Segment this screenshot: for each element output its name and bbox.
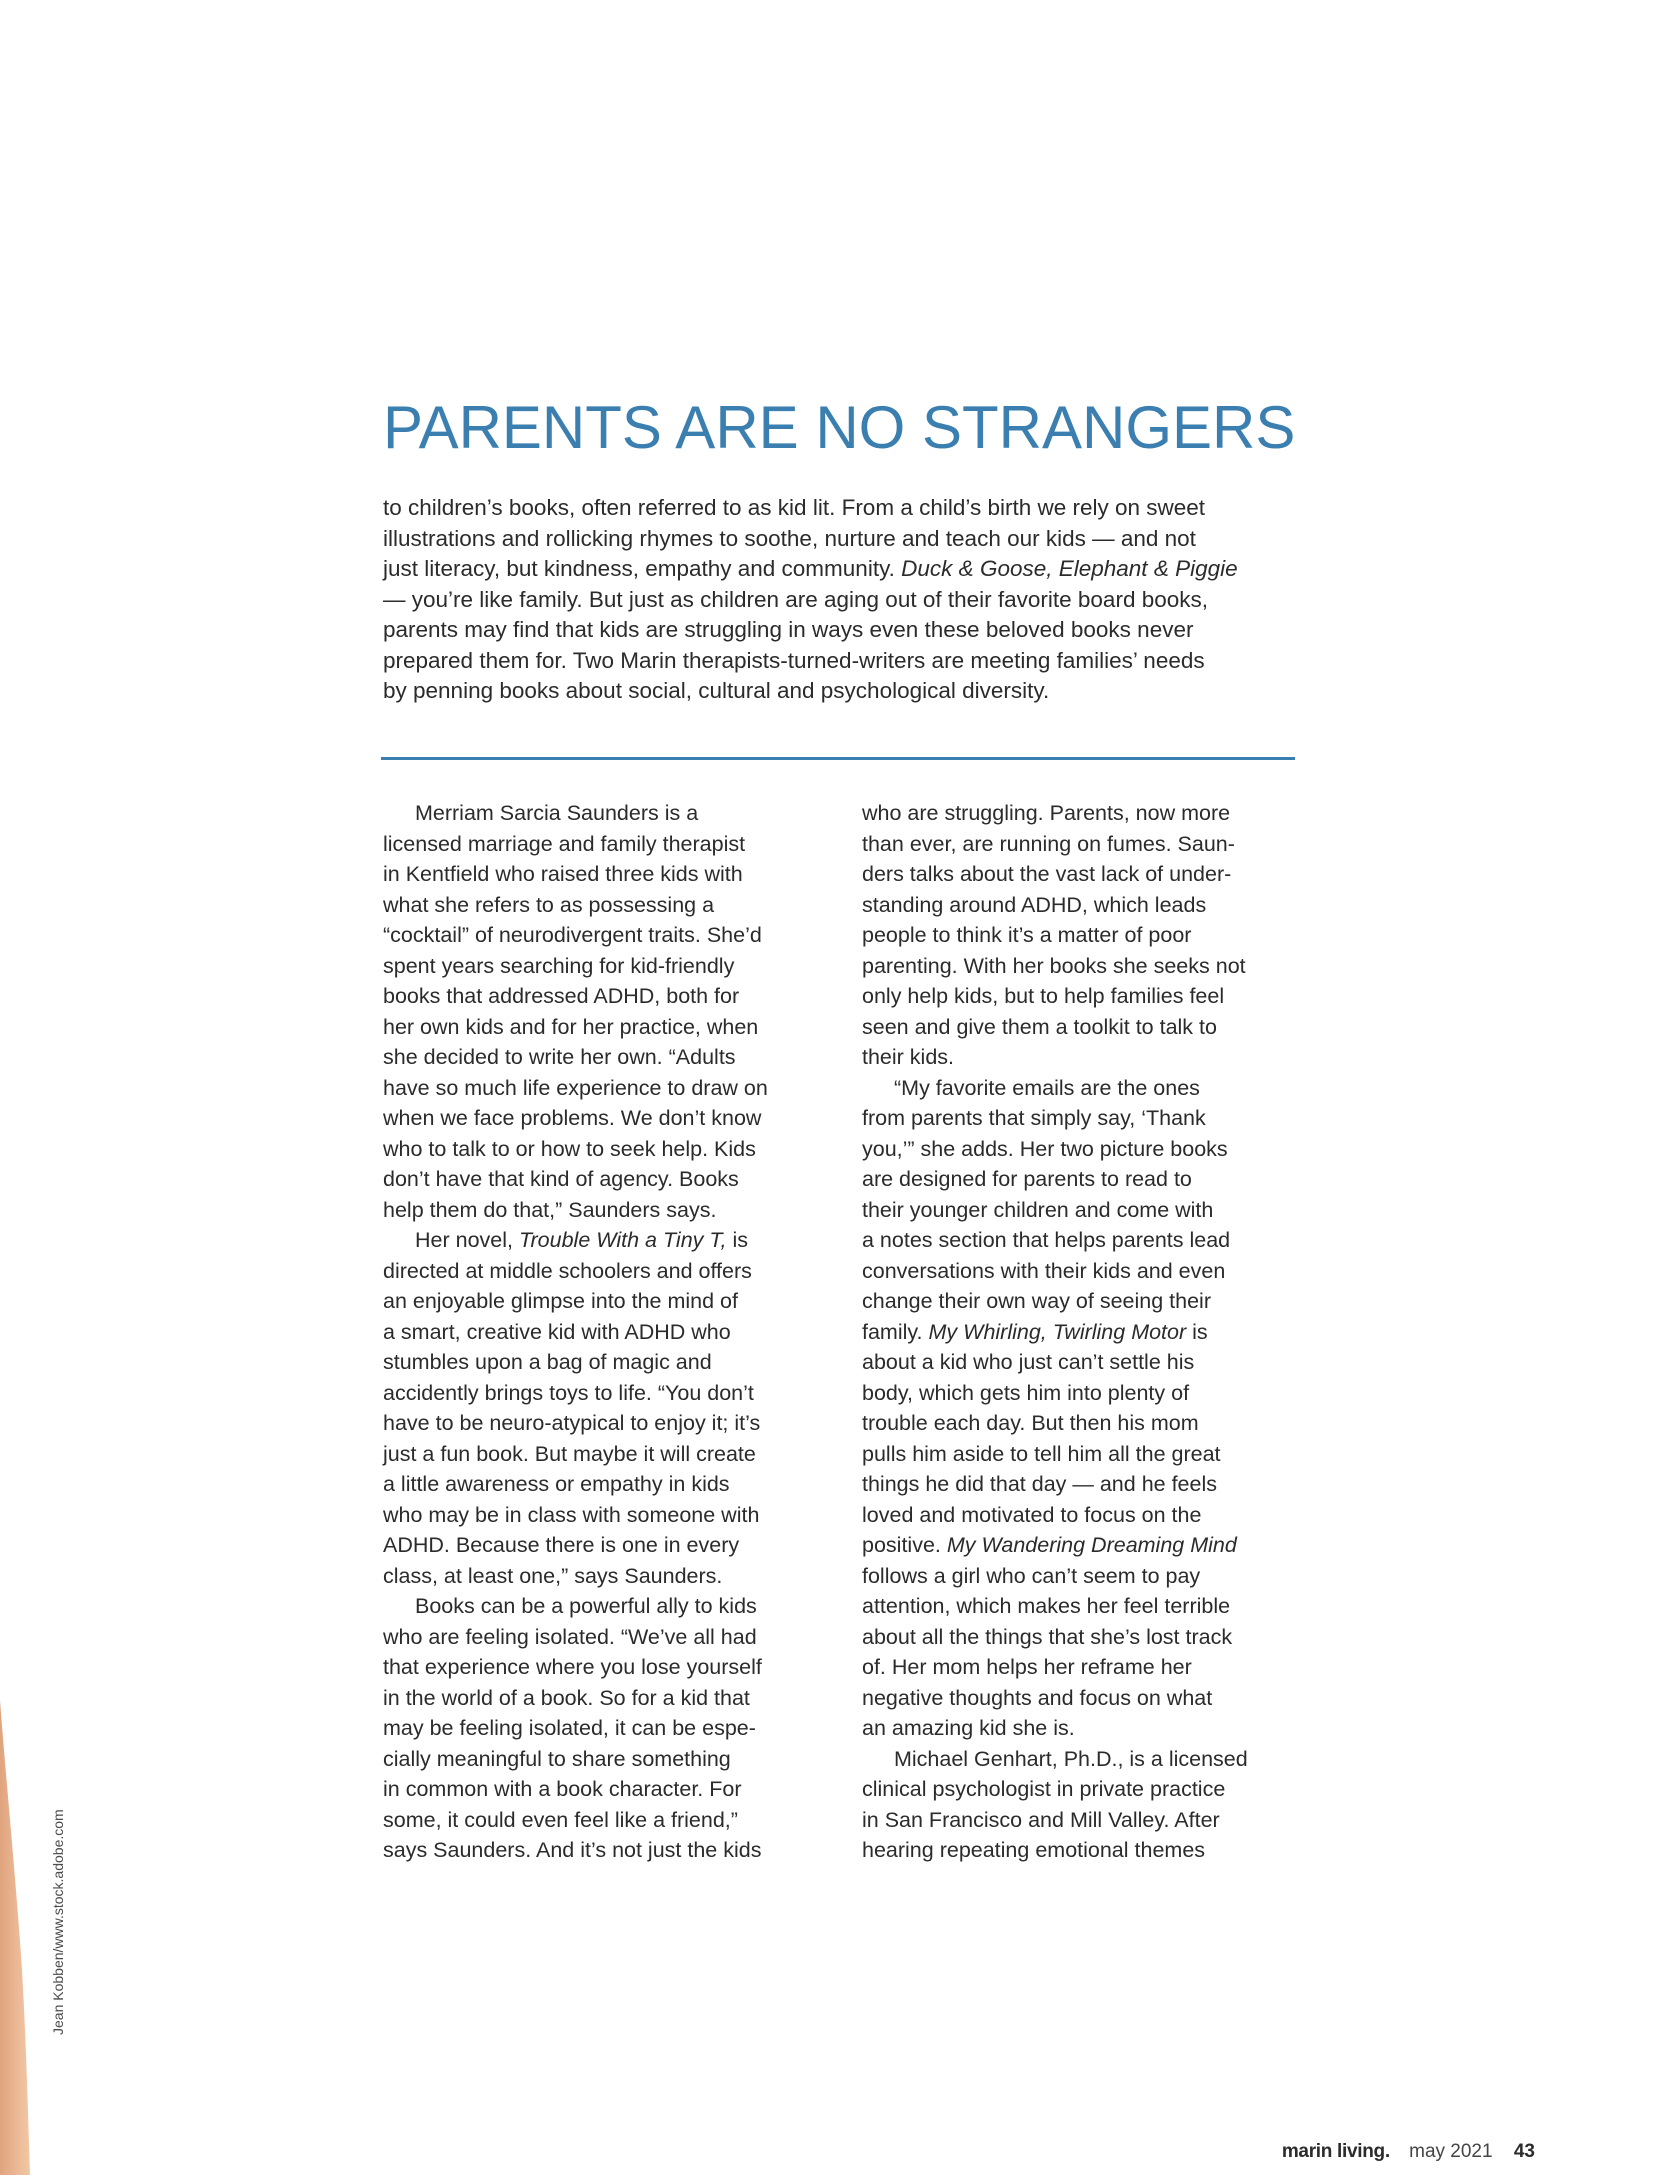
body-line: who may be in class with someone with <box>383 1502 760 1527</box>
book-title: My Wandering Dreaming Mind <box>946 1533 1237 1557</box>
body-line: that experience where you lose yourself <box>383 1655 762 1679</box>
body-line: change their own way of seeing their <box>862 1289 1211 1313</box>
body-line: Merriam Sarcia Saunders is a <box>415 801 699 825</box>
body-line: says Saunders. And it’s not just the kids <box>383 1838 762 1862</box>
body-line: when we face problems. We don’t know <box>383 1106 762 1130</box>
body-line: you,’” she adds. Her two picture books <box>862 1136 1228 1161</box>
body-line: she decided to write her own. “Adults <box>383 1045 736 1069</box>
body-line: than ever, are running on fumes. Saun- <box>862 831 1235 856</box>
body-line: just a fun book. But maybe it will create <box>383 1441 756 1466</box>
body-line: are designed for parents to read to <box>862 1167 1192 1191</box>
body-line: loved and motivated to focus on the <box>862 1502 1202 1527</box>
body-line: people to think it’s a matter of poor <box>862 923 1192 947</box>
body-line: have so much life experience to draw on <box>383 1075 768 1100</box>
book-title: My Whirling, Twirling Motor <box>928 1319 1187 1344</box>
body-line: in the world of a book. So for a kid that <box>383 1685 750 1710</box>
body-line: pulls him aside to tell him all the great <box>862 1441 1221 1466</box>
book-titles: Duck & Goose, Elephant & Piggie <box>901 556 1238 581</box>
intro-line: parents may find that kids are struggling in ways even these beloved books never <box>383 617 1194 642</box>
body-line: parenting. With her books she seeks not <box>862 953 1246 978</box>
body-line: ADHD. Because there is one in every <box>383 1533 740 1557</box>
body-line: directed at middle schoolers and offers <box>383 1258 752 1283</box>
body-line: help them do that,” Saunders says. <box>383 1197 717 1222</box>
body-line: Books can be a powerful ally to kids <box>415 1594 757 1618</box>
body-line: things he did that day — and he feels <box>862 1472 1217 1496</box>
intro-line: by penning books about social, cultural and psychological diversity. <box>383 678 1050 703</box>
body-line: about a kid who just can’t settle his <box>862 1350 1195 1374</box>
intro-line: to children’s books, often referred to as kid lit. From a child’s birth we rely on sweet <box>383 495 1206 520</box>
body-line: some, it could even feel like a friend,” <box>383 1807 738 1832</box>
body-line: books that addressed ADHD, both for <box>383 984 740 1008</box>
intro-line: prepared them for. Two Marin therapists-turned-writers are meeting families’ needs <box>383 647 1205 673</box>
photo-edge <box>0 1700 30 2175</box>
body-line: positive. My Wandering Dreaming Mind <box>862 1533 1237 1557</box>
body-line: stumbles upon a bag of magic and <box>383 1350 712 1374</box>
body-line: their younger children and come with <box>862 1197 1214 1222</box>
issue-date: may 2021 <box>1409 2141 1493 2162</box>
body-column-right <box>862 798 1302 1866</box>
body-line: licensed marriage and family therapist <box>383 831 746 856</box>
body-line: “My favorite emails are the ones <box>894 1075 1200 1100</box>
body-line: in San Francisco and Mill Valley. After <box>862 1807 1220 1832</box>
body-line: family. My Whirling, Twirling Motor is <box>862 1319 1208 1344</box>
body-line: cially meaningful to share something <box>383 1746 731 1771</box>
body-line: from parents that simply say, ‘Thank <box>862 1106 1206 1130</box>
body-line: about all the things that she’s lost track <box>862 1624 1233 1649</box>
body-line: class, at least one,” says Saunders. <box>383 1563 723 1588</box>
article-intro <box>383 493 1303 707</box>
intro-line: just literacy, but kindness, empathy and community. Duck & Goose, Elephant & Piggie <box>383 556 1238 581</box>
body-line: a smart, creative kid with ADHD who <box>383 1319 731 1344</box>
magazine-brand: marin living. <box>1281 2141 1390 2162</box>
body-line: clinical psychologist in private practice <box>862 1777 1226 1801</box>
body-line: ders talks about the vast lack of under- <box>862 862 1232 886</box>
body-line: seen and give them a toolkit to talk to <box>862 1014 1217 1039</box>
body-line: don’t have that kind of agency. Books <box>383 1167 739 1191</box>
body-line: Michael Genhart, Ph.D., is a licensed <box>894 1746 1248 1771</box>
body-line: accidently brings toys to life. “You don’t <box>383 1380 754 1405</box>
body-line: may be feeling isolated, it can be espe- <box>383 1716 756 1740</box>
body-line: spent years searching for kid-friendly <box>383 953 735 978</box>
body-line: a little awareness or empathy in kids <box>383 1472 730 1496</box>
body-line: trouble each day. But then his mom <box>862 1411 1199 1435</box>
page-footer <box>1282 2141 1535 2163</box>
body-line: her own kids and for her practice, when <box>383 1014 759 1039</box>
body-line: hearing repeating emotional themes <box>862 1838 1206 1862</box>
body-column-left <box>383 798 823 1866</box>
body-line: a notes section that helps parents lead <box>862 1228 1231 1252</box>
body-line: what she refers to as possessing a <box>383 892 715 917</box>
body-line: of. Her mom helps her reframe her <box>862 1655 1192 1679</box>
body-line: “cocktail” of neurodivergent traits. She’d <box>383 923 762 947</box>
body-line: body, which gets him into plenty of <box>862 1380 1190 1405</box>
section-divider <box>381 757 1295 760</box>
intro-line: illustrations and rollicking rhymes to soothe, nurture and teach our kids — and not <box>383 525 1196 551</box>
body-line: conversations with their kids and even <box>862 1258 1226 1283</box>
body-line: follows a girl who can’t seem to pay <box>862 1563 1201 1588</box>
body-line: attention, which makes her feel terrible <box>862 1594 1231 1618</box>
photo-edge-shape <box>0 1700 30 2175</box>
book-title: Trouble With a Tiny T, <box>518 1228 727 1252</box>
body-line: an enjoyable glimpse into the mind of <box>383 1289 738 1313</box>
body-line: who to talk to or how to seek help. Kids <box>383 1136 756 1161</box>
body-line: only help kids, but to help families feel <box>862 984 1225 1008</box>
body-line: their kids. <box>862 1045 955 1069</box>
article-headline: PARENTS ARE NO STRANGERS <box>383 394 1296 461</box>
body-line: in common with a book character. For <box>383 1777 742 1801</box>
intro-line: — you’re like family. But just as children are aging out of their favorite board books, <box>383 586 1208 612</box>
body-line: an amazing kid she is. <box>862 1716 1075 1740</box>
body-line: have to be neuro-atypical to enjoy it; it’s <box>383 1411 761 1435</box>
body-line: in Kentfield who raised three kids with <box>383 862 743 886</box>
photo-credit: Jean Kobben/www.stock.adobe.com <box>50 1809 66 2035</box>
body-line: negative thoughts and focus on what <box>862 1685 1213 1710</box>
body-line: standing around ADHD, which leads <box>862 892 1207 917</box>
page-number: 43 <box>1513 2141 1535 2162</box>
body-line: who are feeling isolated. “We’ve all had <box>383 1624 757 1649</box>
body-line: Her novel, Trouble With a Tiny T, is <box>415 1228 749 1252</box>
body-line: who are struggling. Parents, now more <box>862 801 1231 825</box>
